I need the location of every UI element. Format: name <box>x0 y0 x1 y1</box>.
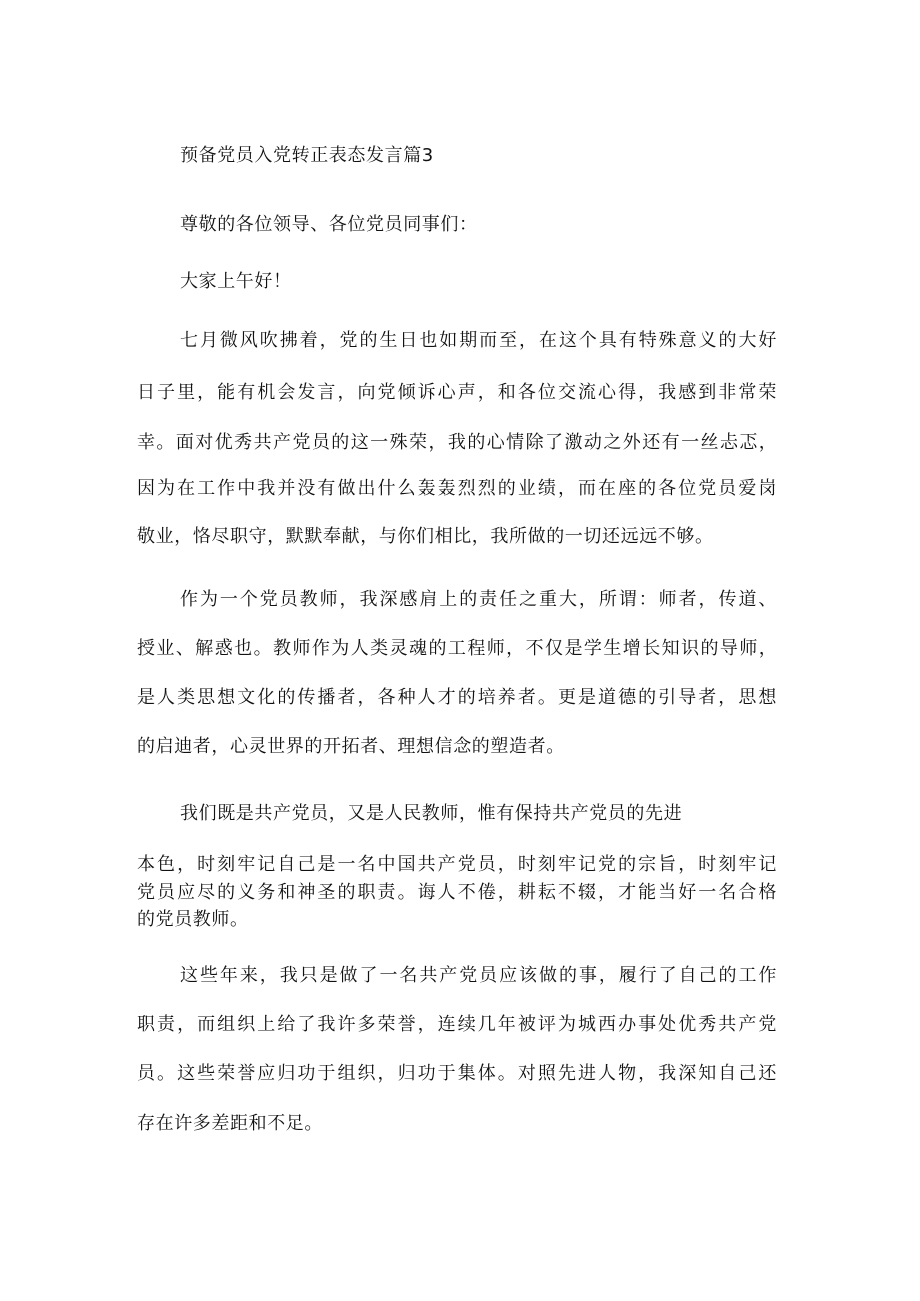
paragraph-line: 授业、解惑也。教师作为人类灵魂的工程师，不仅是学生增长知识的导师， <box>137 638 777 659</box>
paragraph-line: 因为在工作中我并没有做出什么轰轰烈烈的业绩，而在座的各位党员爱岗 <box>137 478 777 499</box>
paragraph-line: 员。这些荣誉应归功于组织，归功于集体。对照先进人物，我深知自己还 <box>137 1063 777 1084</box>
paragraph-line: 的党员教师。 <box>137 909 249 930</box>
paragraph-line: 党员应尽的义务和神圣的职责。诲人不倦，耕耘不辍，才能当好一名合格 <box>137 882 777 903</box>
paragraph-line: 的启迪者，心灵世界的开拓者、理想信念的塑造者。 <box>137 736 565 757</box>
paragraph-line: 日子里，能有机会发言，向党倾诉心声，和各位交流心得，我感到非常荣 <box>137 382 777 403</box>
paragraph-line: 这些年来，我只是做了一名共产党员应该做的事，履行了自己的工作 <box>180 965 777 986</box>
paragraph-line: 七月微风吹拂着，党的生日也如期而至，在这个具有特殊意义的大好 <box>180 330 777 351</box>
greeting: 大家上午好！ <box>180 271 292 292</box>
paragraph-line: 作为一个党员教师，我深感肩上的责任之重大，所谓：师者，传道、 <box>180 589 777 610</box>
paragraph-line: 本色，时刻牢记自己是一名中国共产党员，时刻牢记党的宗旨，时刻牢记 <box>137 854 777 875</box>
salutation: 尊敬的各位领导、各位党员同事们： <box>180 214 478 235</box>
paragraph-line: 是人类思想文化的传播者，各种人才的培养者。更是道德的引导者，思想 <box>137 687 777 708</box>
paragraph-line: 存在许多差距和不足。 <box>137 1113 323 1134</box>
document-title: 预备党员入党转正表态发言篇3 <box>180 145 434 166</box>
paragraph-line: 我们既是共产党员，又是人民教师，惟有保持共产党员的先进 <box>180 803 683 824</box>
paragraph-line: 幸。面对优秀共产党员的这一殊荣，我的心情除了激动之外还有一丝忐忑， <box>137 432 777 453</box>
paragraph-line: 职责，而组织上给了我许多荣誉，连续几年被评为城西办事处优秀共产党 <box>137 1014 777 1035</box>
paragraph-line: 敬业，恪尽职守，默默奉献，与你们相比，我所做的一切还远远不够。 <box>137 526 714 547</box>
